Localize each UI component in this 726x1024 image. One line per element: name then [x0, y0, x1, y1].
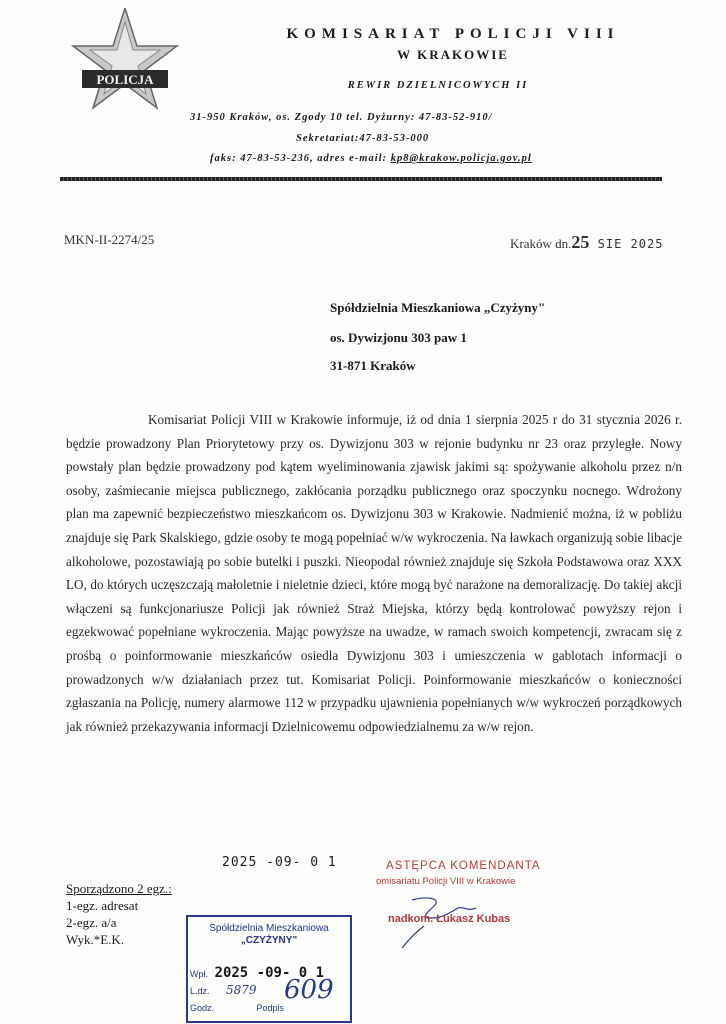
signature-stamp-name: nadkom. Łukasz Kubas: [388, 913, 511, 925]
received-date-stamp: 2025 -09- 0 1: [222, 855, 337, 870]
signature-stamp-office: omisariatu Policji VIII w Krakowie: [376, 876, 516, 887]
body-paragraph: Komisariat Policji VIII w Krakowie informuje, iż od dnia 1 sierpnia 2025 r do 31 stycznia 2026 r. będzie prowadzony Plan Priorytetowy przy os. Dywizjonu 303 w rejonie budynku nr 23 oraz przyległe. Nowy powstały plan będzie prowadzony pod kątem wyeliminowania zjawisk jakimi są: spożywanie alkoholu przez n/n osoby, zaśmiecanie miejsca publicznego, zakłócania porządku publicznego oraz spoczynku nocnego. Wdrożony plan ma zapewnić bezpieczeństwo mieszkańcom os. Dywizjonu 303 w Krakowie. Nadmienić można, iż w pobliżu znajduje się Park Skalskiego, gdzie osoby te mogą popełniać w/w wykroczenia. Na ławkach organizują sobie libacje alkoholowe, pozostawiają po sobie butelki i puszki. Nieopodal również znajduje się Szkoła Podstawowa oraz XXX LO, do których uczęszczają małoletnie i nieletnie dzieci, które mogą być narażone na demoralizację. Do takiej akcji włączeni są funkcjonariusze Policji jak również Straż Miejska, którzy będą kontrolować powyższy rejon i egzekwować popełniane wykroczenia. Mając powyższe na uwadze, w ramach swoich kompetencji, zwracam się z prośbą o poinformowanie mieszkańców osiedla Dywizjonu 303 i umieszczenia w gablotach informacji o prowadzonych w/w działaniach przez tut. Komisariat Policji. Poinformowanie mieszkańców o konieczności zgłaszania na Policję, numery alarmowe 112 w przypadku ujawnienia popełnianych w/w wykroczeń porządkowych jak również przekazywania informacji Dzielnicowemu odpowiedzialnemu za w/w rejon.: [66, 412, 682, 734]
coop-stamp-name: Spółdzielnia Mieszkaniowa: [209, 923, 329, 934]
header-divider: [60, 177, 662, 181]
date-stamp-day: 2: [571, 232, 581, 252]
header-contact-line2: Sekretariat:47-83-53-000: [296, 133, 430, 144]
date-stamp-day-2: 5: [580, 232, 590, 252]
header-subtitle: REWIR DZIELNICOWYCH II: [347, 80, 529, 91]
copies-note: [66, 880, 172, 948]
date-prefix: Kraków dn.: [510, 236, 572, 251]
copies-line3: Wyk.*E.K.: [66, 932, 125, 947]
header-contact-line3: [210, 153, 532, 164]
addressee-street: os. Dywizjonu 303 paw 1: [330, 330, 467, 345]
wpl-label: Wpł.: [190, 969, 208, 979]
logo-text: POLICJA: [96, 72, 154, 87]
ldz-label: L.dz.: [190, 986, 210, 996]
handwritten-number: 609: [284, 975, 334, 1005]
cooperative-receipt-stamp: [186, 915, 352, 1023]
podpis-label: Podpis: [256, 1003, 285, 1013]
coop-stamp-godz-row: [190, 1003, 284, 1013]
date-stamp-rest: SIE 2025: [589, 237, 664, 251]
signature-stamp-title: ASTĘPCA KOMENDANTA: [386, 860, 541, 872]
coop-stamp-ldz-row: [190, 983, 257, 997]
email-link[interactable]: kp8@krakow.policja.gov.pl: [390, 153, 532, 164]
copies-line2: 2-egz. a/a: [66, 915, 117, 930]
header-title-city: W KRAKOWIE: [397, 47, 509, 62]
header-contact-line1: 31-950 Kraków, os. Zgody 10 tel. Dyżurny: 47-83-52-910/: [190, 112, 493, 123]
letter-body: [66, 408, 682, 738]
letter-date: [510, 232, 663, 253]
coop-stamp-subname: „CZYŻYNY": [240, 935, 298, 946]
header-title: KOMISARIAT POLICJI VIII: [286, 26, 620, 42]
reference-number: MKN-II-2274/25: [64, 232, 155, 247]
addressee-city: 31-871 Kraków: [330, 358, 416, 373]
copies-line1: 1-egz. adresat: [66, 898, 139, 913]
fax-text: faks: 47-83-53-236, adres e-mail:: [210, 153, 391, 164]
godz-label: Godz.: [190, 1003, 215, 1013]
addressee-name: Spółdzielnia Mieszkaniowa „Czyżyny": [330, 300, 546, 315]
copies-title: Sporządzono 2 egz.:: [66, 881, 172, 896]
wpl-value: 2025 -09- 0 1: [214, 965, 325, 981]
ldz-value: 5879: [226, 983, 257, 997]
